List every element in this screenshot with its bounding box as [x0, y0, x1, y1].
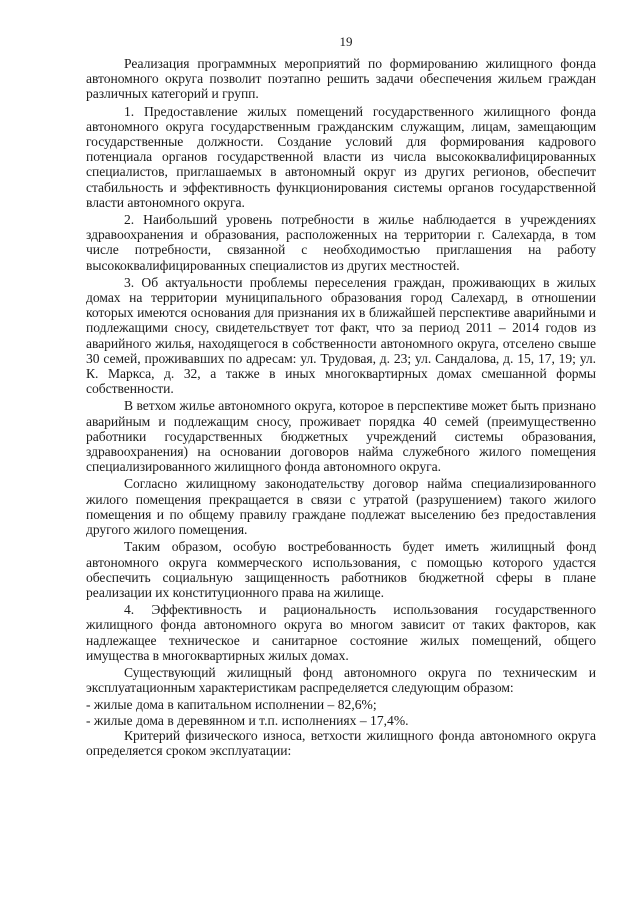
- page-number: 19: [339, 34, 353, 49]
- paragraph-dilapidated-housing: В ветхом жилье автономного округа, которое в перспективе может быть признано аварийным и подлежащим сносу, проживает порядка 40 семей (преимущественно работники государственных бюджетных учреждений системы образования, здравоохранения) на основании договоров найма служебного жилого помещения специализированного жилищного фонда автономного округа.: [86, 398, 596, 475]
- paragraph-item-4: 4. Эффективность и рациональность использования государственного жилищного фонда автономного округа во многом зависит от таких факторов, как надлежащее техническое и санитарное состояние жилых помещений, общего имущества в многоквартирных жилых домах.: [86, 602, 596, 663]
- list-item-wooden: - жилые дома в деревянном и т.п. исполнениях – 17,4%.: [86, 712, 409, 728]
- list-item-capital: - жилые дома в капитальном исполнении – 82,6%;: [86, 697, 377, 713]
- paragraph-housing-law: Согласно жилищному законодательству договор найма специализированного жилого помещения прекращается в связи с утратой (разрушением) такого жилого помещения и по общему правилу граждане подлежат выселению без предоставления другого жилого помещения.: [86, 476, 596, 538]
- paragraph-wear-criterion: Критерий физического износа, ветхости жилищного фонда автономного округа определяется сроком эксплуатации:: [86, 727, 596, 758]
- paragraph-intro: Реализация программных мероприятий по формированию жилищного фонда автономного округа позволит поэтапно решить задачи обеспечения жильем граждан различных категорий и групп.: [86, 56, 596, 102]
- paragraph-item-3: 3. Об актуальности проблемы переселения граждан, проживающих в жилых домах на территории муниципального образования город Салехард, в отношении которых имеются основания для признания их в ближайшей перспективе аварийными и подлежащими сносу, свидетельствует тот факт, что за период 2011 – 2014 годов из аварийного жилья, находящегося в собственности автономного округа, отселено свыше 30 семей, проживавших по адресам: ул. Трудовая, д. 23; ул. Сандалова, д. 15, 17, 19; ул. К. Маркса, д. 32, а также в иных многоквартирных домах смешанной формы собственности.: [86, 274, 596, 397]
- paragraph-item-2: 2. Наибольший уровень потребности в жилье наблюдается в учреждениях здравоохранения и образования, расположенных на территории г. Салехарда, в том числе потребности, связанной с необходимостью приглашения на работу высококвалифицированных специалистов из других местностей.: [86, 212, 596, 273]
- paragraph-housing-stock: Существующий жилищный фонд автономного округа по техническим и эксплуатационным характеристикам распределяется следующим образом:: [86, 664, 596, 696]
- paragraph-item-1: 1. Предоставление жилых помещений государственного жилищного фонда автономного округа государственным гражданским служащим, лицам, замещающим государственные должности. Создание условий для формирования кадрового потенциала органов государственной власти из числа высококвалифицированных специалистов, приглашаемых в автономный округ из других регионов, обеспечит стабильность и эффективность функционирования системы органов государственной власти автономного округа.: [86, 103, 596, 210]
- paragraph-conclusion: Таким образом, особую востребованность будет иметь жилищный фонд автономного округа коммерческого использования, с помощью которого удастся обеспечить социальную защищенность работников бюджетной сферы в плане реализации их конституционного права на жилище.: [86, 539, 596, 600]
